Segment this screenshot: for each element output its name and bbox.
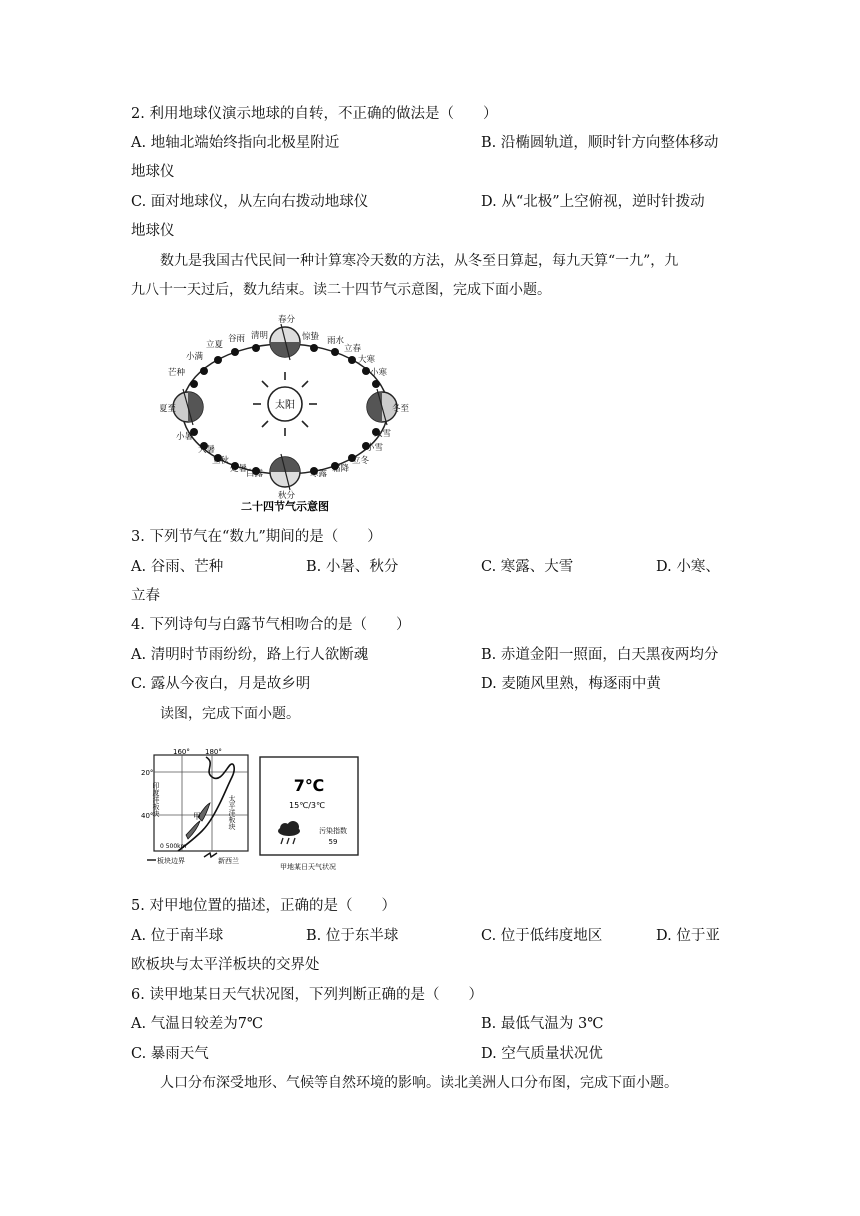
q6-option-c: C. 暴雨天气 [131, 1046, 209, 1062]
map-scale: 0 500km [160, 843, 187, 850]
weather-figure [258, 755, 362, 877]
term-daxue: 大雪 [374, 429, 392, 439]
q3-option-b: B. 小暑、秋分 [306, 559, 399, 575]
term-guyu: 谷雨 [228, 334, 246, 344]
q3-stem: 3. 下列节气在“数九”期间的是（ ） [131, 529, 382, 545]
place-jia: 甲 [193, 812, 201, 821]
q3-option-c: C. 寒露、大雪 [481, 559, 574, 575]
q2-stem: 2. 利用地球仪演示地球的自转，不正确的做法是（ ） [131, 106, 498, 122]
intro-shujiu-line1: 数九是我国古代民间一种计算寒冷天数的方法，从冬至日算起，每九天算“一九”，九 [160, 253, 679, 269]
pollution-value: 59 [328, 838, 338, 846]
globe-qiufen-icon [270, 454, 300, 490]
q5-option-c: C. 位于低纬度地区 [481, 928, 603, 944]
term-hanlu: 寒露 [310, 469, 328, 479]
q2-option-b: B. 沿椭圆轨道，顺时针方向整体移动 [481, 135, 719, 151]
q5-stem: 5. 对甲地位置的描述，正确的是（ ） [131, 898, 396, 914]
q4-stem: 4. 下列诗句与白露节气相吻合的是（ ） [131, 617, 411, 633]
q3-option-a: A. 谷雨、芒种 [131, 559, 224, 575]
q2-option-d-continued: 地球仪 [131, 223, 175, 239]
intro-read-figure: 读图，完成下面小题。 [160, 706, 300, 722]
weather-temperature: 7℃ [293, 776, 325, 795]
term-xiaoman: 小满 [186, 352, 204, 362]
lon-180: 180° [205, 748, 222, 756]
term-dahan: 大寒 [358, 355, 376, 365]
term-bailu: 白露 [246, 469, 264, 479]
lat-40: 40° [141, 812, 154, 820]
q3-option-d-continued: 立春 [131, 588, 160, 604]
solar-terms-figure [160, 312, 410, 517]
q5-option-d: D. 位于亚 [656, 928, 720, 944]
term-qiufen: 秋分 [278, 491, 296, 501]
term-xiaohan: 小寒 [370, 368, 388, 378]
q6-stem: 6. 读甲地某日天气状况图，下列判断正确的是（ ） [131, 987, 483, 1003]
globe-chunfen-icon [270, 324, 300, 360]
legend-nz: 新西兰 [218, 857, 239, 865]
legend-nz-icon [204, 853, 217, 857]
legend-boundary: 板块边界 [157, 857, 185, 865]
q6-option-a: A. 气温日较差为7℃ [131, 1016, 264, 1032]
term-mangzhong: 芒种 [168, 368, 186, 378]
term-shuangjiang: 霜降 [332, 464, 350, 474]
q6-option-d: D. 空气质量状况优 [481, 1046, 603, 1062]
intro-shujiu-line2: 九八十一天过后，数九结束。读二十四节气示意图，完成下面小题。 [131, 282, 551, 298]
term-xiaoxue: 小雪 [366, 443, 384, 453]
q5-option-b: B. 位于东半球 [306, 928, 399, 944]
q2-option-c: C. 面对地球仪，从左向右拨动地球仪 [131, 194, 369, 210]
sun-label: 太阳 [275, 400, 295, 411]
q2-option-b-continued: 地球仪 [131, 164, 175, 180]
term-chunfen: 春分 [278, 315, 296, 325]
sun-icon [253, 372, 317, 436]
term-xiaoshu: 小暑 [176, 432, 194, 442]
term-dongzhi: 冬至 [392, 404, 410, 414]
term-lidong: 立冬 [352, 456, 370, 466]
q5-option-d-continued: 欧板块与太平洋板块的交界处 [131, 957, 320, 973]
plate-indian: 印度洋板块 [152, 782, 160, 817]
term-lixia: 立夏 [206, 340, 224, 350]
term-lichun: 立春 [344, 344, 362, 354]
q4-option-d: D. 麦随风里熟，梅逐雨中黄 [481, 676, 661, 692]
pollution-label: 污染指数 [319, 827, 347, 835]
lon-160: 160° [173, 748, 190, 756]
q2-option-d: D. 从“北极”上空俯视，逆时针拨动 [481, 194, 705, 210]
weather-temp-range: 15℃/3℃ [289, 801, 325, 810]
term-liqiu: 立秋 [212, 456, 230, 466]
q4-option-a: A. 清明时节雨纷纷，路上行人欲断魂 [131, 647, 369, 663]
q4-option-b: B. 赤道金阳一照面，白天黑夜两均分 [481, 647, 719, 663]
term-qingming: 清明 [251, 331, 269, 341]
term-yushui: 雨水 [327, 336, 345, 346]
term-xiazhi: 夏至 [160, 404, 177, 414]
q4-option-c: C. 露从今夜白，月是故乡明 [131, 676, 311, 692]
lat-20: 20° [141, 769, 154, 777]
q5-option-a: A. 位于南半球 [131, 928, 224, 944]
new-zealand-map-figure [140, 747, 255, 875]
plate-pacific: 太平洋板块 [228, 795, 236, 830]
term-dashu: 大暑 [198, 445, 216, 455]
term-chushu: 处暑 [230, 464, 248, 474]
weather-caption: 甲地某日天气状况 [280, 863, 336, 871]
q3-option-d: D. 小寒、 [656, 559, 720, 575]
globe-xiazhi-icon [173, 389, 203, 425]
q6-option-b: B. 最低气温为 3℃ [481, 1016, 604, 1032]
q2-option-a: A. 地轴北端始终指向北极星附近 [131, 135, 340, 151]
solar-terms-caption: 二十四节气示意图 [241, 500, 329, 513]
intro-population: 人口分布深受地形、气候等自然环境的影响。读北美洲人口分布图，完成下面小题。 [160, 1075, 678, 1091]
term-jingzhe: 惊蛰 [302, 332, 320, 342]
